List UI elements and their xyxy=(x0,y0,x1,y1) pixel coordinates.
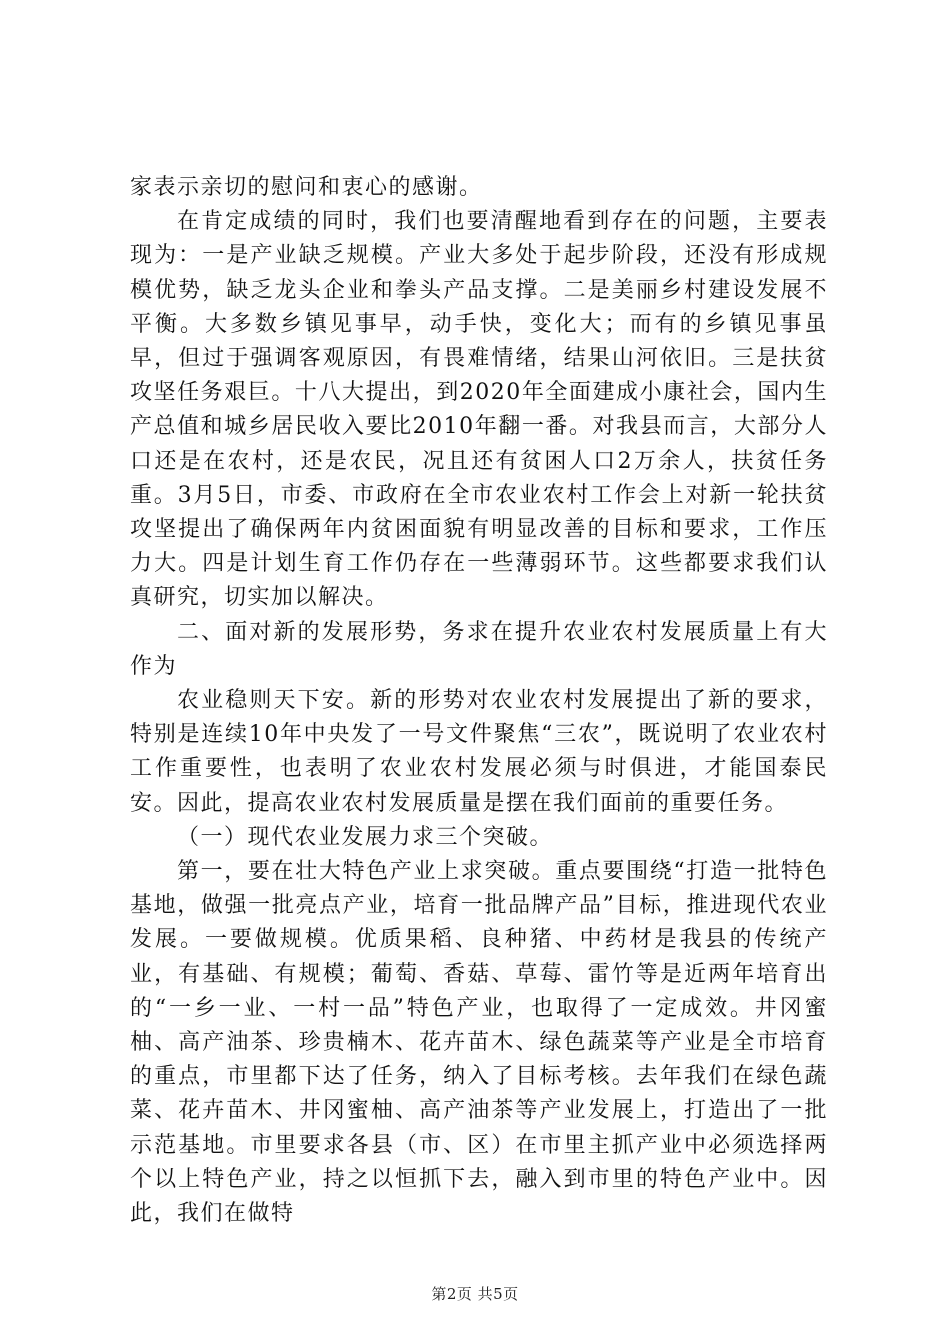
paragraph-first-breakthrough: 第一，要在壮大特色产业上求突破。重点要围绕“打造一批特色基地，做强一批亮点产业，培育一批品牌产品”目标，推进现代农业发展。一要做规模。优质果稻、良种猪、中药材是我县的传统产业，有基础、有规模；葡萄、香菇、草莓、雷竹等是近两年培育出的“一乡一业、一村一品”特色产业，也取得了一定成效。井冈蜜柚、高产油茶、珍贵楠木、花卉苗木、绿色蔬菜等产业是全市培育的重点，市里都下达了任务，纳入了目标考核。去年我们在绿色蔬菜、花卉苗木、井冈蜜柚、高产油茶等产业发展上，打造出了一批示范基地。市里要求各县（市、区）在市里主抓产业中必须选择两个以上特色产业，持之以恒抓下去，融入到市里的特色产业中。因此，我们在做特 xyxy=(130,859,828,1227)
section-heading-two: 二、面对新的发展形势，务求在提升农业农村发展质量上有大作为 xyxy=(130,619,828,679)
paragraph-problems: 在肯定成绩的同时，我们也要清醒地看到存在的问题，主要表现为：一是产业缺乏规模。产业大多处于起步阶段，还没有形成规模优势，缺乏龙头企业和拳头产品支撑。二是美丽乡村建设发展不平衡。大多数乡镇见事早，动手快，变化大；而有的乡镇见事虽早，但过于强调客观原因，有畏难情绪，结果山河依旧。三是扶贫攻坚任务艰巨。十八大提出，到2020年全面建成小康社会，国内生产总值和城乡居民收入要比2010年翻一番。对我县而言，大部分人口还是在农村，还是农民，况且还有贫困人口2万余人，扶贫任务重。3月5日，市委、市政府在全市农业农村工作会上对新一轮扶贫攻坚提出了确保两年内贫困面貌有明显改善的目标和要求，工作压力大。四是计划生育工作仍存在一些薄弱环节。这些都要求我们认真研究，切实加以解决。 xyxy=(130,209,828,611)
paragraph-agriculture-stability: 农业稳则天下安。新的形势对农业农村发展提出了新的要求，特别是连续10年中央发了一号文件聚焦“三农”，既说明了农业农村工作重要性，也表明了农业农村发展必须与时俱进，才能国泰民安。因此，提高农业农村发展质量是摆在我们面前的重要任务。 xyxy=(130,688,828,816)
page-footer: 第2页 共5页 xyxy=(431,1285,519,1303)
document-body xyxy=(130,171,828,1231)
subsection-heading-one: （一）现代农业发展力求三个突破。 xyxy=(177,824,554,850)
paragraph-continuation: 家表示亲切的慰问和衷心的感谢。 xyxy=(130,175,483,200)
